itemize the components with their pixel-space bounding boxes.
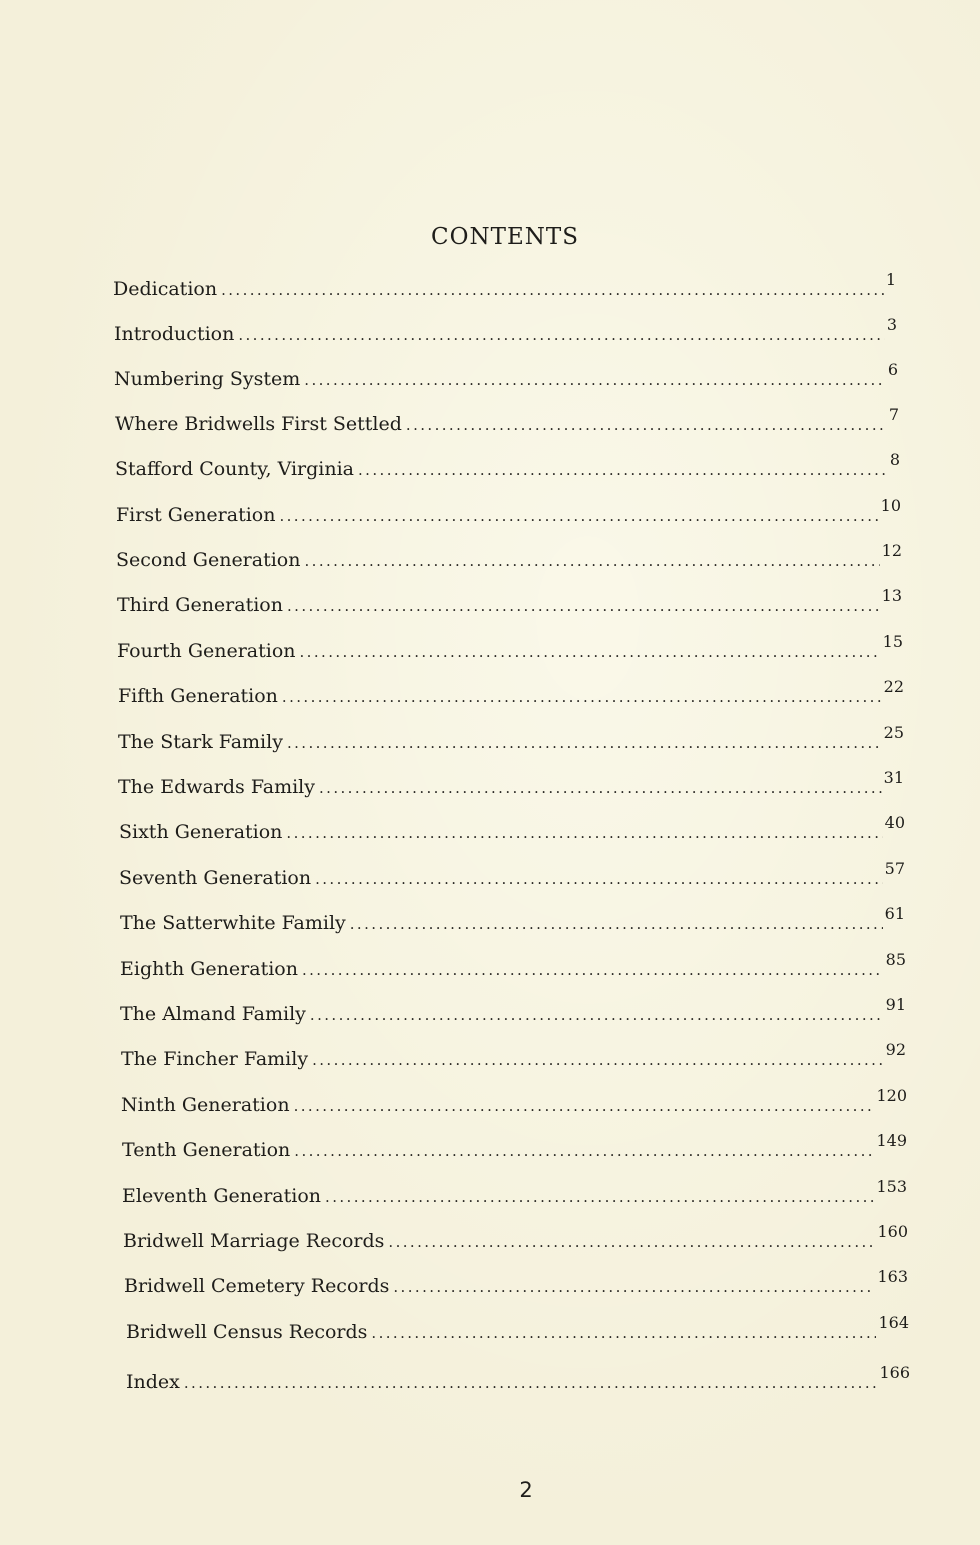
toc-entry-page: 91 [885,995,906,1014]
dot-leader [302,961,884,979]
dot-leader [184,1374,878,1392]
toc-entry [120,995,906,1033]
toc-entry-label: Eighth Generation [120,958,298,980]
toc-entry [122,1177,907,1215]
dot-leader [388,1233,875,1251]
toc-entry-label: Fifth Generation [118,685,278,707]
toc-entry-label: Index [126,1371,180,1393]
toc-entry-label: The Satterwhite Family [120,912,346,934]
page-number: 2 [519,1478,533,1502]
dot-leader [319,779,882,797]
dot-leader [393,1278,875,1296]
toc-entry-label: Bridwell Marriage Records [123,1230,385,1252]
toc-entry-page: 164 [878,1313,909,1332]
dot-leader [221,281,884,299]
toc-entry [126,1313,909,1351]
toc-entry-page: 120 [876,1086,907,1105]
toc-entry [123,1222,908,1260]
toc-entry-label: Numbering System [114,368,301,390]
dot-leader [312,1051,884,1069]
page-title: CONTENTS [431,224,579,250]
toc-entry-label: Where Bridwells First Settled [115,413,402,435]
dot-leader [238,326,884,344]
toc-entry [115,450,900,488]
toc-entry [117,632,903,670]
toc-entry [117,586,902,624]
toc-entry [126,1363,910,1401]
toc-entry-page: 6 [887,360,898,379]
toc-entry [118,723,904,761]
toc-entry-page: 166 [879,1363,910,1382]
toc-entry-label: Eleventh Generation [122,1185,322,1207]
toc-entry-label: Second Generation [116,549,301,571]
dot-leader [315,870,883,888]
toc-entry-page: 153 [876,1177,907,1196]
toc-entry [119,859,905,897]
toc-entry [118,768,904,806]
toc-entry [121,1040,906,1078]
toc-entry-page: 40 [884,813,905,832]
toc-entry-page: 1 [885,270,896,289]
toc-entry-label: The Almand Family [120,1003,306,1025]
dot-leader [350,915,883,933]
toc-entry-label: The Stark Family [118,731,283,753]
toc-entry-label: Stafford County, Virginia [115,458,355,480]
toc-entry [118,677,904,715]
toc-entry-page: 3 [886,315,897,334]
toc-entry-page: 7 [888,405,899,424]
toc-entry [116,541,902,579]
dot-leader [287,597,880,615]
dot-leader [287,734,882,752]
dot-leader [286,824,882,842]
toc-entry-label: First Generation [116,504,276,526]
dot-leader [325,1188,874,1206]
toc-entry-label: The Fincher Family [121,1048,309,1070]
toc-entry-label: Ninth Generation [121,1094,290,1116]
dot-leader [282,688,882,706]
toc-entry [122,1131,907,1169]
toc-entry-page: 8 [889,450,900,469]
toc-entry-label: Introduction [114,323,235,345]
dot-leader [300,643,881,661]
dot-leader [406,416,887,434]
dot-leader [294,1142,874,1160]
toc-entry-label: Bridwell Census Records [126,1321,368,1343]
dot-leader [310,1006,884,1024]
toc-entry-label: Seventh Generation [119,867,312,889]
dot-leader [294,1097,875,1115]
toc-entry-page: 160 [877,1222,908,1241]
toc-entry-page: 25 [883,723,904,742]
toc-entry-page: 57 [884,859,905,878]
dot-leader [304,552,879,570]
toc-entry [114,360,898,398]
toc-entry [120,950,906,988]
toc-entry [121,1086,907,1124]
toc-entry-label: Third Generation [117,594,283,616]
toc-entry-label: The Edwards Family [118,776,315,798]
toc-entry-page: 92 [885,1040,906,1059]
dot-leader [304,371,886,389]
toc-entry-page: 85 [885,950,906,969]
toc-entry [124,1267,908,1305]
toc-entry-page: 31 [883,768,904,787]
toc-entry-page: 13 [881,586,902,605]
toc-entry [115,405,899,443]
toc-entry [113,270,896,308]
toc-entry [120,904,905,942]
toc-entry-label: Sixth Generation [119,821,283,843]
toc-entry-page: 10 [880,496,901,515]
toc-entry-label: Dedication [113,278,218,300]
toc-entry-label: Fourth Generation [117,640,296,662]
toc-entry-page: 22 [883,677,904,696]
toc-entry-page: 149 [876,1131,907,1150]
toc-entry-label: Tenth Generation [122,1139,291,1161]
dot-leader [358,461,888,479]
toc-entry-page: 61 [884,904,905,923]
toc-entry [119,813,905,851]
dot-leader [371,1324,876,1342]
table-of-contents [0,270,980,1420]
toc-entry-page: 12 [881,541,902,560]
toc-entry-label: Bridwell Cemetery Records [124,1275,390,1297]
toc-entry-page: 15 [882,632,903,651]
toc-entry [114,315,897,353]
dot-leader [279,507,878,525]
toc-entry [116,496,901,534]
toc-entry-page: 163 [877,1267,908,1286]
